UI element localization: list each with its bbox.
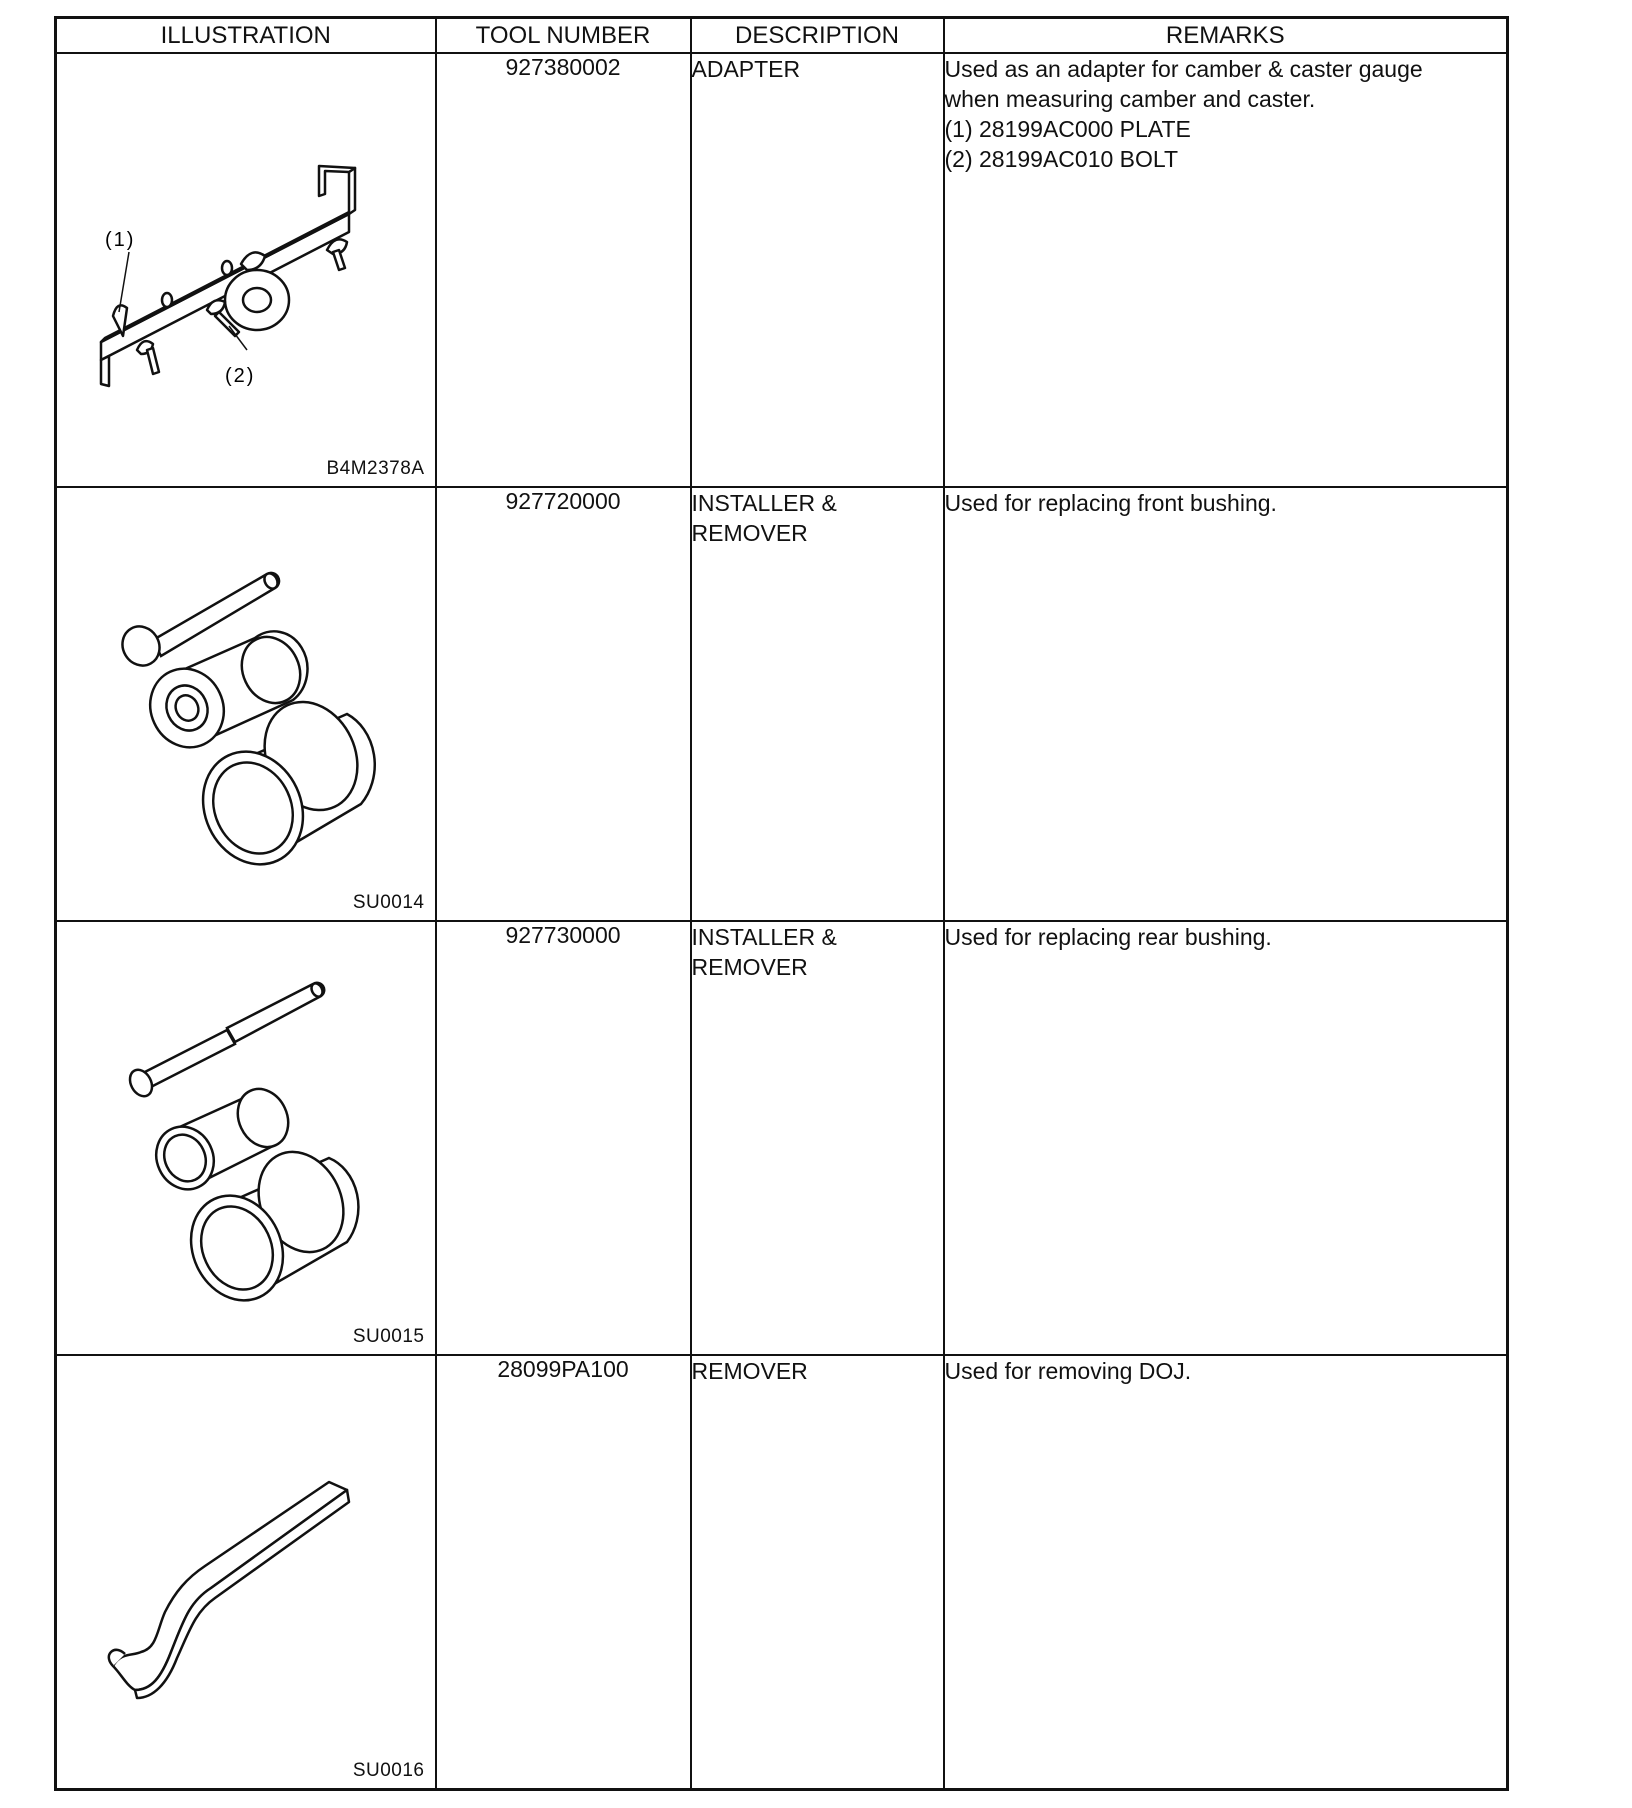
description-line: REMOVER [691, 954, 808, 980]
remarks-cell [944, 921, 1508, 1355]
illustration-code: SU0014 [352, 892, 425, 913]
header-description: DESCRIPTION [691, 18, 944, 54]
remarks-cell [944, 53, 1508, 487]
front-bushing-tool-illustration [57, 488, 437, 920]
tool-number-cell: 927380002 [436, 53, 691, 487]
rear-bushing-tool-illustration [57, 922, 437, 1354]
table-header-row [56, 18, 1508, 54]
header-tool-number: TOOL NUMBER [436, 18, 691, 54]
tool-number-cell: 28099PA100 [436, 1355, 691, 1790]
callout-2: (2) [225, 365, 256, 387]
remarks-line: Used for removing DOJ. [944, 1358, 1192, 1384]
description-line: INSTALLER & [691, 490, 837, 516]
callout-1: (1) [105, 229, 136, 251]
remarks-cell [944, 1355, 1508, 1790]
remarks-line: Used for replacing front bushing. [944, 490, 1277, 516]
special-tools-table [54, 16, 1509, 1791]
doj-remover-illustration [57, 1356, 437, 1788]
remarks-line: (2) 28199AC010 BOLT [944, 146, 1179, 172]
illustration-cell [56, 487, 436, 921]
table-row [56, 921, 1508, 1355]
table-row [56, 1355, 1508, 1790]
header-illustration: ILLUSTRATION [56, 18, 436, 54]
illustration-cell [56, 1355, 436, 1790]
remarks-cell [944, 487, 1508, 921]
remarks-line: when measuring camber and caster. [944, 86, 1316, 112]
remarks-line: Used as an adapter for camber & caster gauge [944, 56, 1423, 82]
adapter-illustration [57, 54, 437, 486]
illustration-cell [56, 921, 436, 1355]
description-cell [691, 921, 944, 1355]
description-cell: REMOVER [691, 1355, 944, 1790]
description-cell: ADAPTER [691, 53, 944, 487]
table-row [56, 487, 1508, 921]
description-line: REMOVER [691, 520, 808, 546]
description-line: INSTALLER & [691, 924, 837, 950]
illustration-code: SU0015 [352, 1326, 425, 1347]
tool-number-cell: 927730000 [436, 921, 691, 1355]
illustration-code: SU0016 [352, 1760, 425, 1781]
illustration-code: B4M2378A [326, 458, 425, 479]
remarks-line: Used for replacing rear bushing. [944, 924, 1272, 950]
description-cell [691, 487, 944, 921]
illustration-cell [56, 53, 436, 487]
header-remarks: REMARKS [944, 18, 1508, 54]
remarks-line: (1) 28199AC000 PLATE [944, 116, 1191, 142]
tool-number-cell: 927720000 [436, 487, 691, 921]
table-row [56, 53, 1508, 487]
